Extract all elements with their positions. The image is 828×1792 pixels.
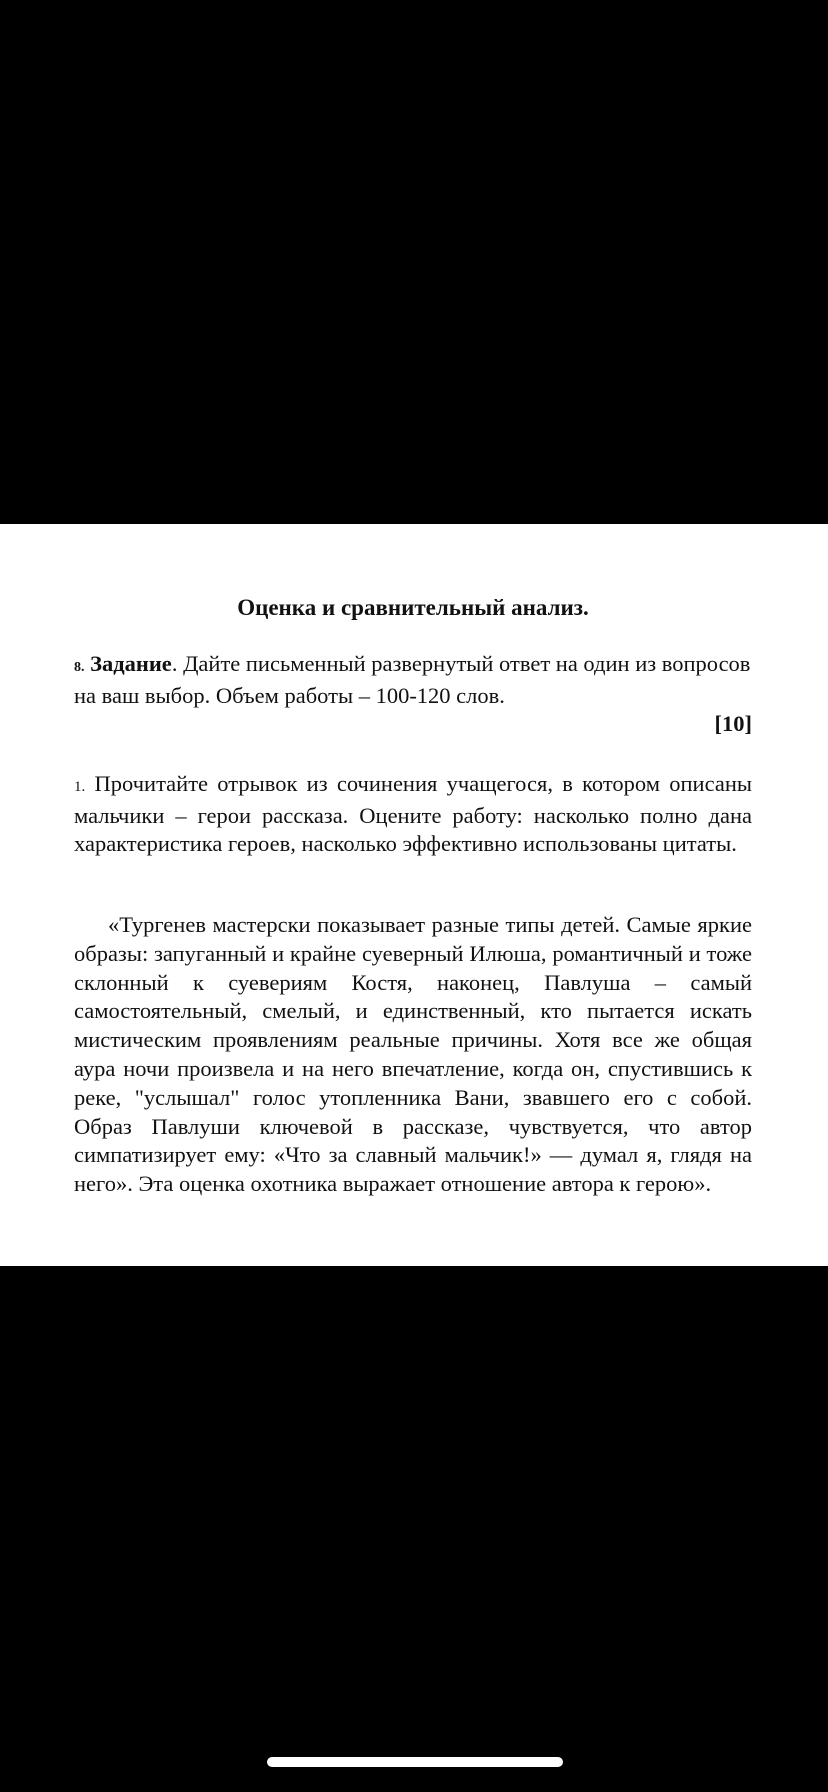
task-score: [10] — [714, 711, 752, 736]
essay-quote: «Тургенев мастерски показывает разные типы детей. Самые яркие образы: запуганный и крайне суеверный Илюша, романтичный и тоже склонный к суевериям Костя, наконец, Павлуша – самый самостоятельный, смелый, и единственный, кто пытается искать мистическим проявлениям реальные причины. Хотя все же общая аура ночи произвела и на него впечатление, когда он, спустившись к реке, "услышал" голос утопленника Вани, звавшего его с собой. Образ Павлуши ключевой в рассказе, чувствуется, что автор симпатизирует ему: «Что за славный мальчик!» — думал я, глядя на него». Эта оценка охотника выражает отношение автора к герою». — [74, 912, 752, 1197]
question-text: Прочитайте отрывок из сочинения учащегося, в котором описаны мальчики – герои рассказа. Оцените работу: насколько полно дана характеристика героев, насколько эффективно использованы цитаты. — [74, 771, 753, 856]
task-label: Задание — [90, 651, 172, 676]
document-page — [0, 524, 828, 1266]
question-paragraph — [74, 770, 752, 859]
home-indicator[interactable] — [267, 1757, 563, 1767]
document-title: Оценка и сравнительный анализ. — [237, 595, 589, 620]
top-black-area — [0, 0, 828, 524]
task-text: . Дайте письменный развернутый ответ на один из вопросов на ваш выбор. Объем работы – 100-120 слов. — [74, 651, 751, 708]
question-number: 1. — [74, 779, 86, 795]
bottom-black-area — [0, 1266, 828, 1792]
task-number: 8. — [74, 660, 85, 675]
task-paragraph — [74, 650, 752, 710]
